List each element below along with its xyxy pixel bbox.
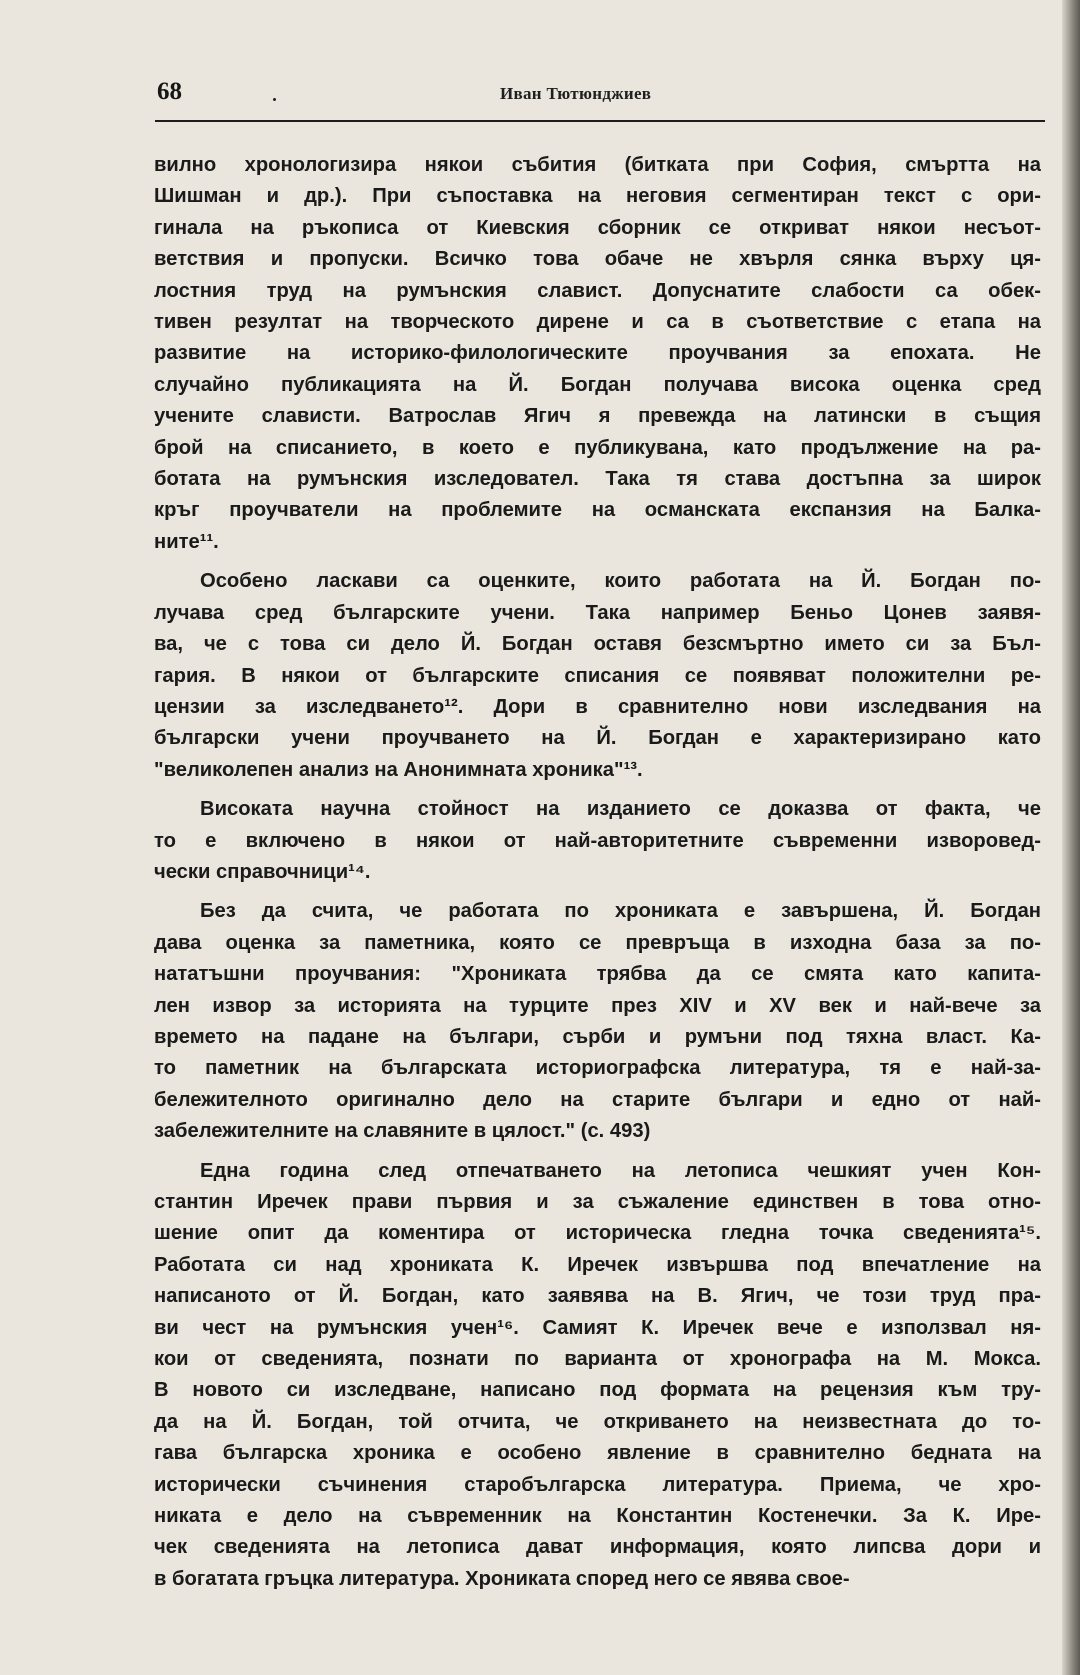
text-line: нататъшни проучвания: "Хрониката трябва да се смята като капита- [154, 963, 1041, 986]
paragraph-gap [154, 1148, 1041, 1156]
text-line: в богатата гръцка литература. Хрониката според него се явява свое- [154, 1567, 850, 1590]
text-line: "великолепен анализ на Анонимната хроника"¹³. [154, 758, 643, 781]
text-line: гария. В някои от българските списания се появяват положителни ре- [154, 664, 1041, 687]
text-line: Шишман и др.). При съпоставка на неговия сегментиран текст с ори- [154, 185, 1041, 208]
header-speck [273, 98, 276, 101]
text-line: цензии за изследването¹². Дори в сравнително нови изследвания на [154, 695, 1041, 718]
text-line: лостния труд на румънския славист. Допуснатите слабости са обек- [154, 279, 1041, 302]
text-line: чески справочници¹⁴. [154, 860, 371, 883]
text-line: никата е дело на съвременник на Константин Костенечки. За К. Ире- [154, 1505, 1041, 1528]
page-number: 68 [157, 78, 182, 105]
text-line: ва, че с това си дело Й. Богдан оставя безсмъртно името си за Бъл- [154, 633, 1041, 656]
text-line: брой на списанието, в което е публикувана, като продължение на ра- [154, 436, 1041, 459]
text-line: да на Й. Богдан, той отчита, че откриването на неизвестната до то- [154, 1410, 1041, 1433]
text-line: забележителните на славяните в цялост." (с. 493) [154, 1120, 651, 1143]
text-line: ботата на румънския изследовател. Така тя става достъпна за широк [154, 468, 1041, 491]
text-line: български учени проучването на Й. Богдан е характеризирано като [154, 727, 1041, 750]
text-line: времето на падане на българи, сърби и румъни под тяхна власт. Ка- [154, 1025, 1041, 1048]
text-line: бележителното оригинално дело на старите българи и едно от най- [154, 1088, 1041, 1111]
text-line: развитие на историко-филологическите проучвания за епохата. Не [154, 342, 1041, 365]
body-text [154, 150, 1041, 1595]
text-line: гинала на ръкописа от Киевския сборник се откриват някои несъот- [154, 216, 1041, 239]
text-line: учените слависти. Ватрослав Ягич я превежда на латински в същия [154, 405, 1041, 428]
text-line: вилно хронологизира някои събития (битката при София, смъртта на [154, 154, 1041, 176]
text-line: кои от сведенията, познати по варианта от хронографа на М. Мокса. [154, 1348, 1041, 1371]
paragraph [154, 896, 1041, 1147]
text-line: чек сведенията на летописа дават информация, която липсва дори и [154, 1536, 1041, 1559]
text-line: гава българска хроника е особено явление в сравнително бедната на [154, 1442, 1041, 1465]
paragraph [154, 566, 1041, 786]
paragraph-gap [154, 558, 1041, 566]
text-line: дава оценка за паметника, която се превръща в изходна база за по- [154, 931, 1041, 954]
paragraph-gap [154, 786, 1041, 794]
paragraph [154, 1156, 1041, 1596]
text-line: Работата си над хрониката К. Иречек извършва под впечатление на [154, 1253, 1041, 1276]
text-line: то е включено в някои от най-авторитетните съвременни изворовед- [154, 829, 1041, 852]
paragraph [154, 150, 1041, 558]
text-line: ните¹¹. [154, 530, 219, 553]
running-head-author: Иван Тютюнджиев [500, 84, 652, 103]
text-line: Високата научна стойност на изданието се доказва от факта, че [200, 798, 1041, 821]
page-header [155, 74, 1045, 122]
text-line: Без да счита, че работата по хрониката е завършена, Й. Богдан [200, 900, 1041, 923]
text-line: исторически съчинения старобългарска литература. Приема, че хро- [154, 1473, 1041, 1496]
text-line: ветствия и пропуски. Всичко това обаче не хвърля сянка върху ця- [154, 248, 1041, 271]
text-line: ви чест на румънския учен¹⁶. Самият К. Иречек вече е използвал ня- [154, 1316, 1041, 1339]
text-line: Особено ласкави са оценките, които работата на Й. Богдан по- [200, 570, 1041, 593]
text-line: Една година след отпечатването на летописа чешкият учен Кон- [200, 1159, 1041, 1182]
text-line: шение опит да коментира от историческа гледна точка сведенията¹⁵. [154, 1222, 1041, 1245]
page-edge-shadow [1062, 0, 1080, 1675]
text-line: тивен резултат на творческото дирене и са в съответствие с етапа на [154, 311, 1041, 334]
text-line: написаното от Й. Богдан, като заявява на В. Ягич, че този труд пра- [154, 1285, 1041, 1308]
paragraph [154, 794, 1041, 888]
text-line: лучава сред българските учени. Така например Беньо Цонев заявя- [154, 601, 1041, 624]
paragraph-gap [154, 888, 1041, 896]
text-line: стантин Иречек прави първия и за съжаление единствен в това отно- [154, 1191, 1041, 1213]
text-line: то паметник на българската историографска литература, тя е най-за- [154, 1057, 1041, 1080]
text-line: В новото си изследване, написано под формата на рецензия към тру- [154, 1379, 1041, 1402]
text-line: кръг проучватели на проблемите на османската експанзия на Балка- [154, 499, 1041, 522]
text-line: случайно публикацията на Й. Богдан получава висока оценка сред [154, 373, 1041, 396]
text-line: лен извор за историята на турците през XIV и XV век и най-вече за [154, 994, 1041, 1017]
